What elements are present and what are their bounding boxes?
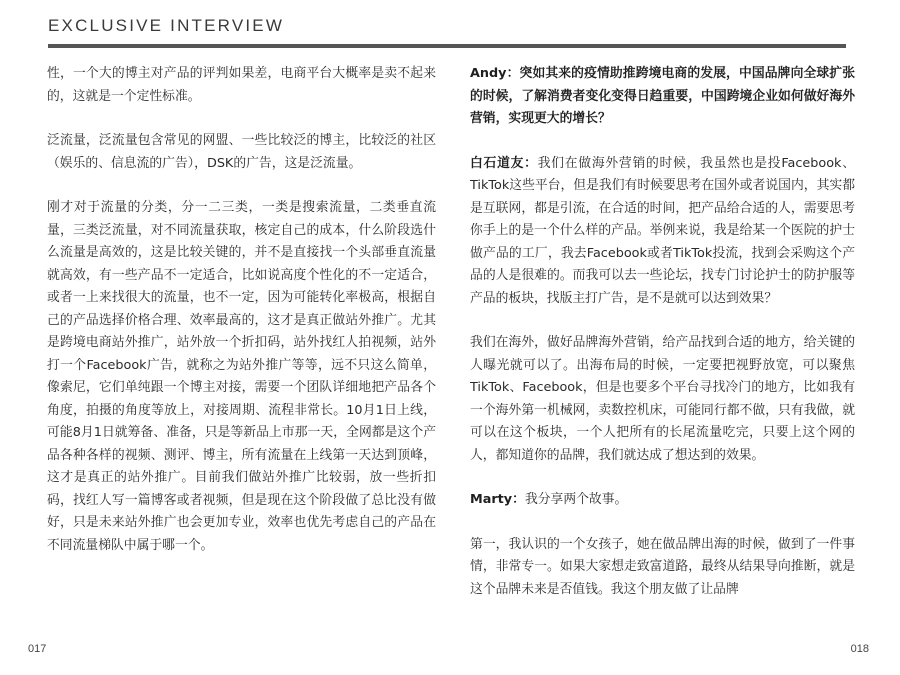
speaker-name: Marty： xyxy=(470,492,525,507)
answer-text: 我分享两个故事。 xyxy=(524,492,628,507)
left-paragraph-2: 泛流量，泛流量包含常见的网盟、一些比较泛的博主，比较泛的社区（娱乐的、信息流的广告），DSK的广告，这是泛流量。 xyxy=(47,133,436,171)
left-column xyxy=(47,63,436,579)
answer-paragraph-1 xyxy=(470,153,855,311)
interview-question: Andy：突如其来的疫情助推跨境电商的发展，中国品牌向全球扩张的时候，了解消费者变化变得日趋重要，中国跨境企业如何做好海外营销，实现更大的增长？ xyxy=(470,66,855,126)
header-rule xyxy=(48,44,846,48)
answer-paragraph-4: 第一，我认识的一个女孩子，她在做品牌出海的时候，做到了一件事情，非常专一。如果大家想走致富道路，最终从结果导向推断，就是这个品牌未来是否值钱。我这个朋友做了让品牌 xyxy=(470,536,855,597)
answer-text: 我们在做海外营销的时候，我虽然也是投Facebook、TikTok这些平台，但是我们有时候要思考在国外或者说国内，其实都是互联网，都是引流，在合适的时间，把产品给合适的人，需要思考你手上的是一个什么样的产品。举例来说，我是给某一个医院的护士做产品的工厂，我去Facebook或者TikTok投流，找到会采购这个产品的人是很难的。而我可以去一些论坛，找专门讨论护士的防护服等产品的板块，找版主打广告，是不是就可以达到效果？ xyxy=(470,155,855,306)
page-number-right: 018 xyxy=(850,643,869,655)
speaker-name: 白石道友： xyxy=(470,155,538,171)
answer-paragraph-3 xyxy=(470,489,855,512)
answer-paragraph-2: 我们在海外，做好品牌海外营销，给产品找到合适的地方，给关键的人曝光就可以了。出海布局的时候，一定要把视野放宽，可以聚焦TikTok、Facebook，但是也要多个平台寻找冷门的地方，比如我有一个海外第一机械网，卖数控机床，可能同行都不做，只有我做，就可以在这个板块，一个人把所有的长尾流量吃完，只要上这个网的人，都知道你的品牌，我们就达成了想达到的效果。 xyxy=(470,335,855,463)
page-number-left: 017 xyxy=(28,643,47,655)
section-header: EXCLUSIVE INTERVIEW xyxy=(48,16,285,35)
left-paragraph-3: 刚才对于流量的分类，分一二三类，一类是搜索流量，二类垂直流量，三类泛流量，对不同流量获取，核定自己的成本，什么阶段选什么流量是高效的，这是比较关键的，并不是直接找一个头部垂直流量就高效，有一些产品不一定适合，比如说高度个性化的不一定适合，或者一上来找很大的流量，也不一定，因为可能转化率极高，根据自己的产品选择价格合理、效率最高的，这才是真正做站外推广。尤其是跨境电商站外推广，站外放一个折扣码，站外找红人拍视频，站外打一个Facebook广告，就称之为站外推广等等，远不只这么简单，像索尼，它们单纯跟一个博主对接，需要一个团队详细地把产品各个角度，拍摄的角度等放上，对接周期、流程非常长。10月1日上线，可能8月1日就筹备、准备，只是等新品上市那一天，全网都是这个产品各种各样的视频、测评、博主，所有流量在上线第一天达到顶峰，这才是真正的站外推广。目前我们做站外推广比较弱，放一些折扣码，找红人写一篇博客或者视频，但是现在这个阶段做了总比没有做好，只是未来站外推广也会更加专业，效率也优先考虑自己的产品在不同流量梯队中属于哪一个。 xyxy=(47,200,436,553)
left-paragraph-1: 性，一个大的博主对产品的评判如果差，电商平台大概率是卖不起来的，这就是一个定性标准。 xyxy=(47,66,436,104)
right-column xyxy=(470,63,855,623)
